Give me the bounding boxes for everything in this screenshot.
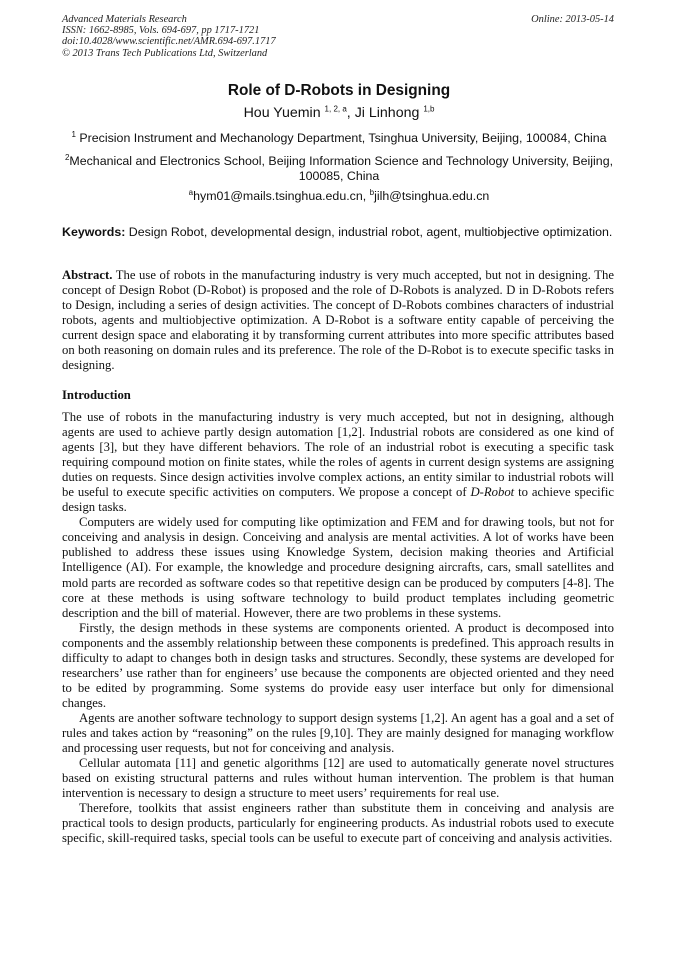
online-date-text: Online: 2013-05-14 [531,14,614,25]
journal-name: Advanced Materials Research [62,14,187,25]
email-2: jilh@tsinghua.edu.cn [374,189,490,203]
affiliation-1-text: Precision Instrument and Mechanology Department, Tsinghua University, Beijing, 100084, China [75,131,607,145]
affiliation-2-mark: 2 [64,152,70,162]
intro-paragraph-1 [62,410,614,515]
intro-p1-text-a: The use of robots in the manufacturing industry is very much accepted, but not in designing, although agents are used to achieve partly design automation [1,2]. Industrial robots are considered as one kind of agents [3], but they have different behaviors. The role of an industrial robot is executing a specific task requiring compound motion on finite states, while the roles of agents in current design systems are assigning duties on requests. Since design activities involve complex actions, an entity similar to industrial robots will be useful to execute specific activities on computers. We propose a concept of [62,410,614,500]
affiliation-1-mark: 1 [71,129,76,139]
keywords-label: Keywords: [62,225,126,239]
affiliation-2 [62,154,616,184]
paper-title: Role of D-Robots in Designing [227,82,451,99]
journal-header [62,14,276,59]
section-heading-introduction: Introduction [62,388,131,402]
email-2-mark: b [369,187,375,197]
intro-paragraph-4: Agents are another software technology to support design systems [1,2]. An agent has a goal and a set of rules and takes action by “reasoning” on the rules [9,10]. They are mainly designed for managing workflow and processing user requests, but not for conceiving and analysis. [62,710,614,756]
author-2-affil-mark: 1,b [423,104,435,114]
keywords-block [62,225,614,240]
email-1-mark: a [188,187,194,197]
issn-line: ISSN: 1662-8985, Vols. 694-697, pp 1717-1721 [62,25,260,37]
abstract-label: Abstract. [62,268,113,282]
author-2-name: Ji Linhong [354,105,424,121]
abstract-text: The use of robots in the manufacturing industry is very much accepted, but not in designing. The concept of Design Robot (D-Robot) is proposed and the role of D-Robots is analyzed. D in D-Robots refers to Design, including a series of design activities. The concept of D-Robots combines characters of industrial robots, agents and multiobjective optimization. A D-Robot is a software entity capable of perceiving the current design space and elaborating it by transforming current attributes into more specific attributes based on both reasoning on domain rules and its preference. The role of the D-Robot is to execute specific tasks in designing. [62,268,614,373]
author-1-name: Hou Yuemin [243,105,325,121]
intro-paragraph-3: Firstly, the design methods in these systems are components oriented. A product is decomposed into components and the assembly relationship between these components is predefined. This approach results in difficulty to adapt to changes both in design tasks and structures. Secondly, these systems are developed for researchers’ use rather than for engineers’ use because the components are objected oriented and they need to be edited by programming. Some systems do provide easy user interface but only for dimensional changes. [62,620,614,710]
doi-line: doi:10.4028/www.scientific.net/AMR.694-697.1717 [62,36,276,48]
online-date [531,14,614,25]
abstract-block [62,268,614,373]
affiliation-1 [62,131,616,146]
introduction-body [62,410,614,846]
author-1-affil-mark: 1, 2, a [324,104,347,114]
author-separator: , [346,105,355,121]
author-line [0,105,678,121]
affiliation-2-text: Mechanical and Electronics School, Beijing Information Science and Technology University, Beijing, 100085, China [69,154,614,183]
email-1: hym01@mails.tsinghua.edu.cn, [193,189,370,203]
keywords-text: Design Robot, developmental design, industrial robot, agent, multiobjective optimization. [125,225,613,239]
email-line [62,189,616,204]
intro-p1-italic-term: D-Robot [470,485,515,500]
intro-paragraph-5: Cellular automata [11] and genetic algorithms [12] are used to automatically generate novel structures based on existing structural patterns and rules without human intervention. The problem is that human intervention is necessary to design a structure to meet users’ requirements for real use. [62,756,614,801]
intro-paragraph-2: Computers are widely used for computing like optimization and FEM and for drawing tools, but not for conceiving and analysis in design. Conceiving and analysis are mental activities. A lot of works have been published to address these issues using Knowledge System, decision making theories and Artificial Intelligence (AI). For example, the knowledge and procedure designing aircrafts, cars, small satellites and mold parts are recorded as software codes so that repetitive design can be produced by computers [4-8]. The core at these methods is using software technology to build product templates including geometric description and the bill of material. However, there are two problems in these systems. [62,515,614,620]
copyright-line: © 2013 Trans Tech Publications Ltd, Switzerland [62,47,268,59]
intro-p1-text-b: to achieve specific design tasks. [62,485,614,515]
intro-paragraph-6: Therefore, toolkits that assist engineers rather than substitute them in conceiving and analysis are practical tools to design products, particularly for engineering products. As industrial robots used to execute specific, skill-required tasks, special tools can be useful to execute part of conceiving and analysis activities. [62,801,614,846]
